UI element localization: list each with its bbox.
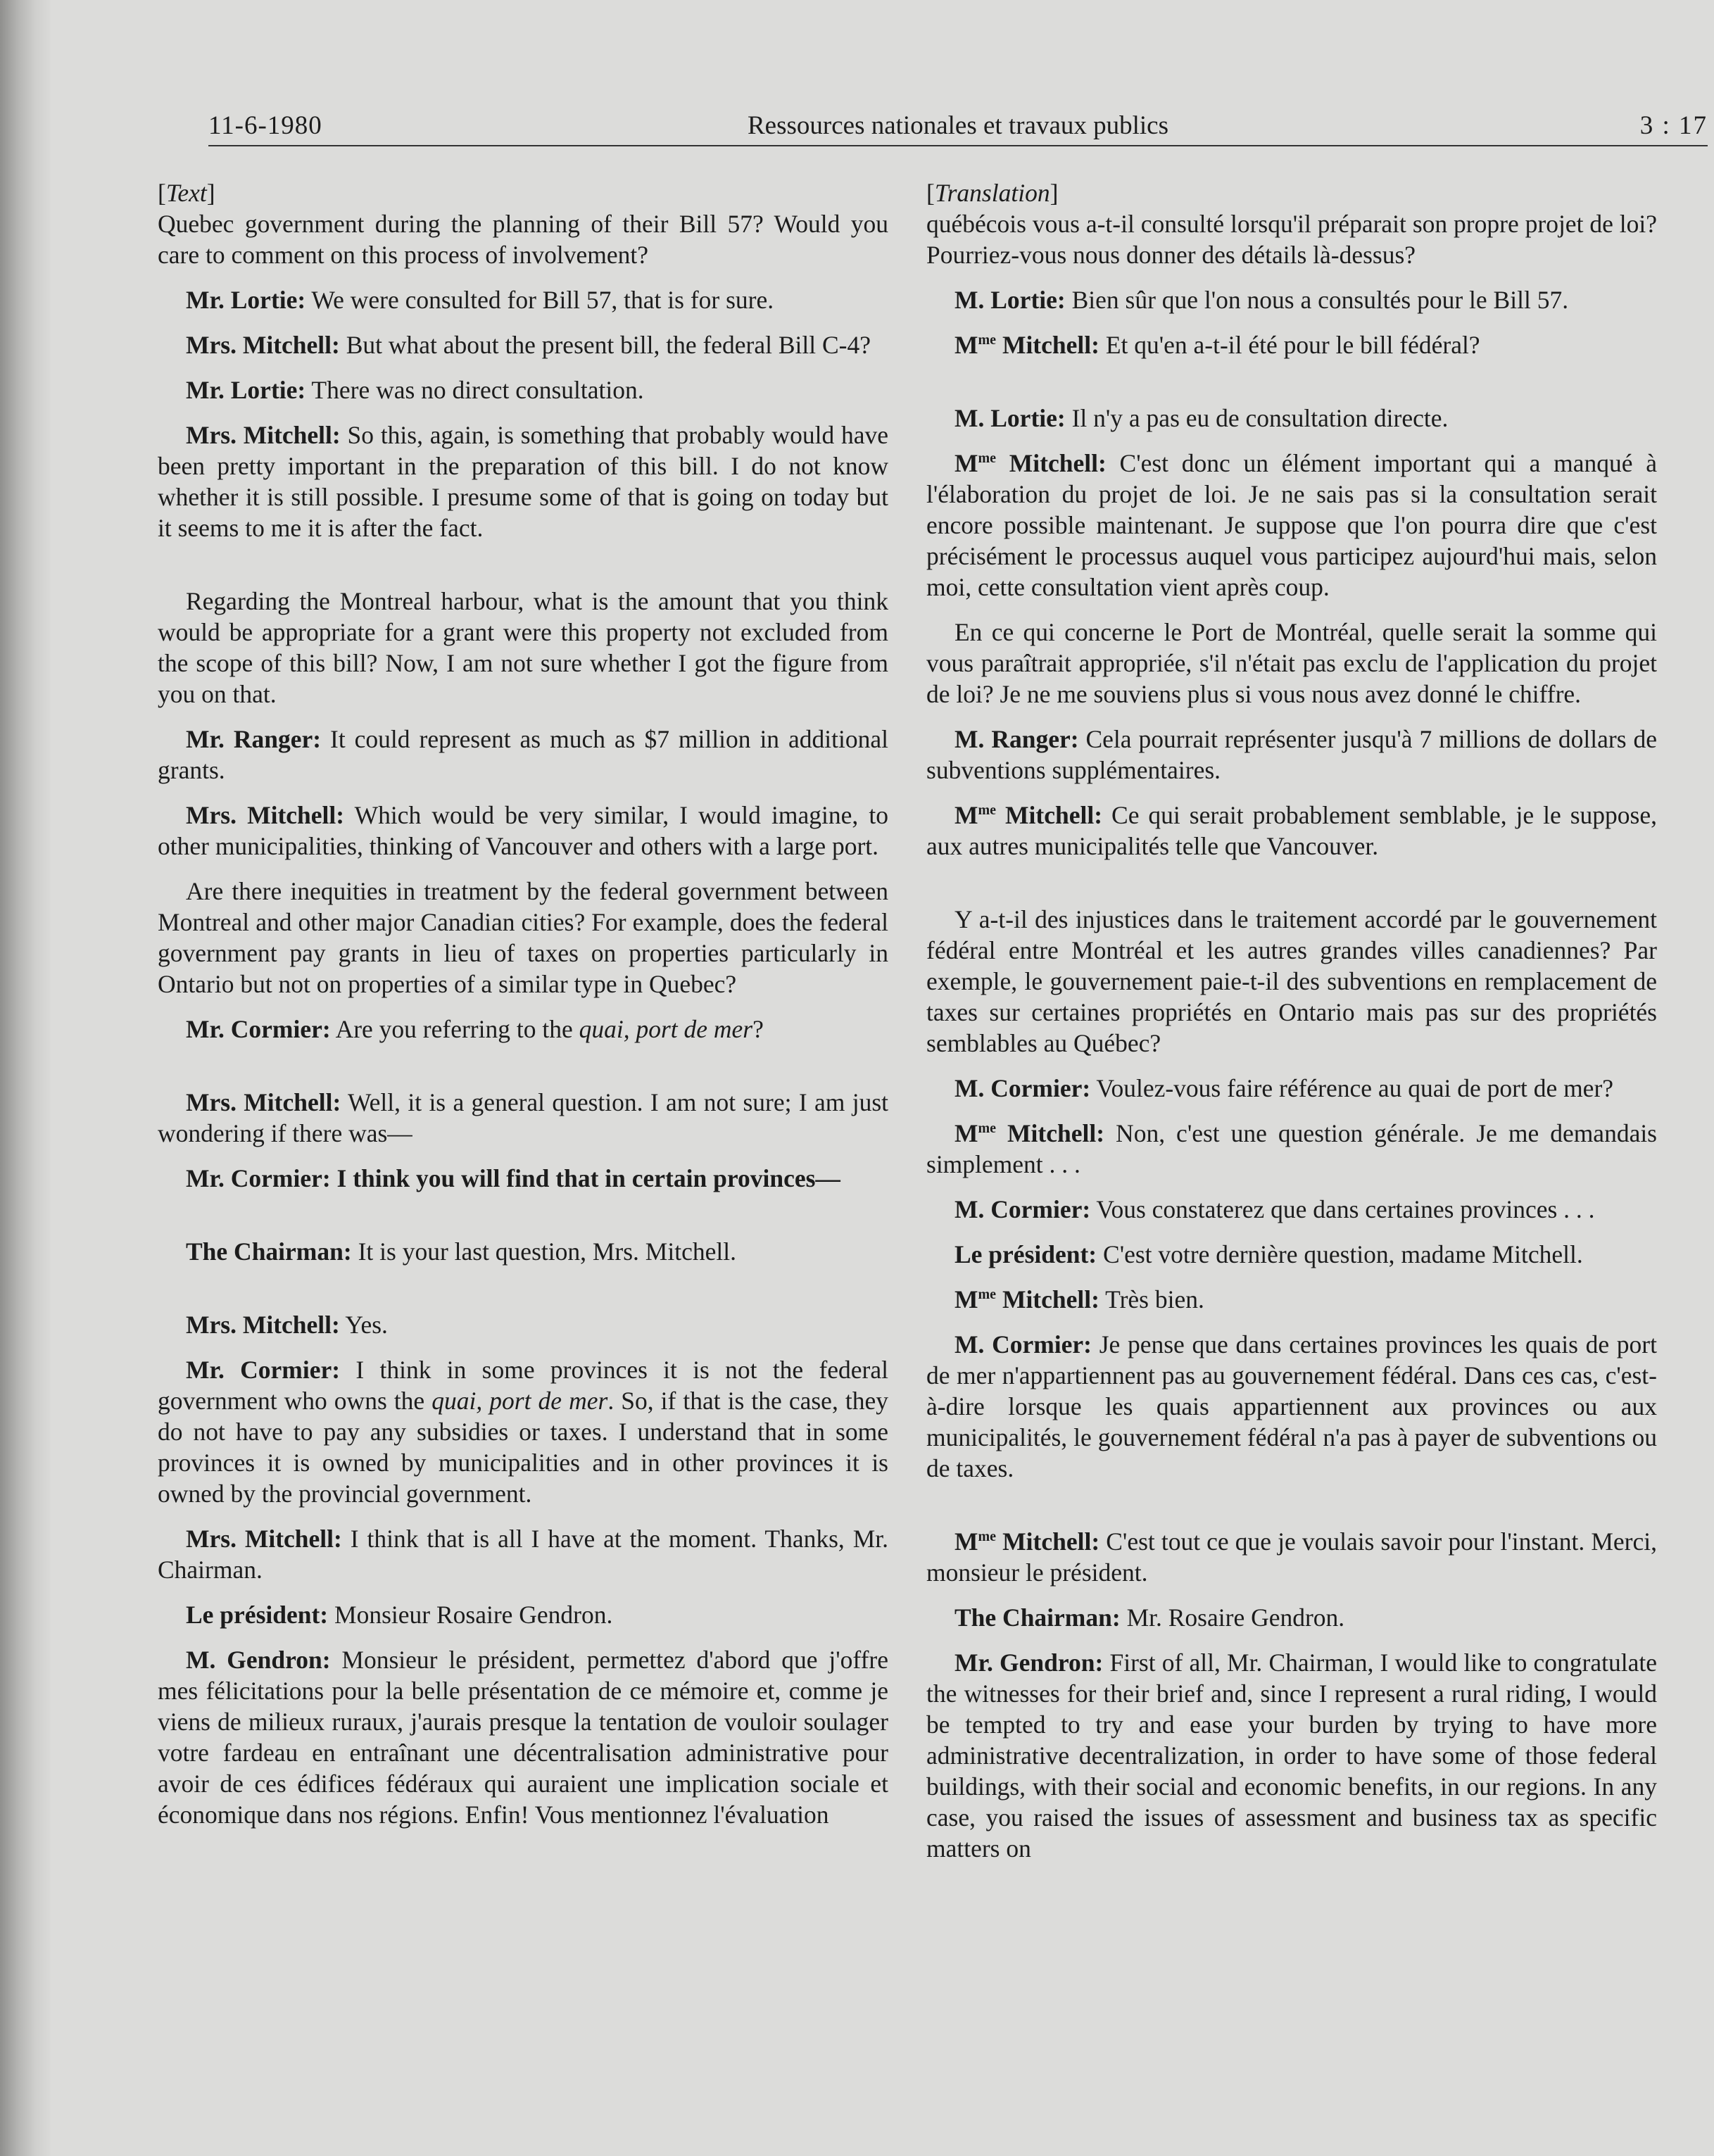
speaker-name: Mr. Lortie: bbox=[186, 286, 306, 314]
paragraph: québécois vous a-t-il consulté lorsqu'il préparait son propre projet de loi? Pourriez-vous nous donner des détails là-dessus? bbox=[926, 210, 1657, 269]
speech-paragraph: M. Gendron: Monsieur le président, permettez d'abord que j'offre mes félicitations pour la belle présentation de ce mémoire et, comme je viens de milieux ruraux, j'aurais presque la tentation de vouloir soulager votre fardeau en entraînant une décentralisation administrative pour avoir de ces édifices fédéraux qui auraient une implication sociale et économique dans nos régions. Enfin! Vous mentionnez l'évaluation bbox=[158, 1646, 888, 1829]
speaker-name: $M^{me}$ Mitchell: bbox=[954, 331, 1099, 359]
speaker-name: Mr. Cormier: bbox=[186, 1164, 331, 1192]
speaker-name: Le président: bbox=[954, 1240, 1097, 1268]
speech-paragraph: Mr. Cormier: I think in some provinces it is not the federal government who owns the quai, port de mer. So, if that is the case, they do not have to pay any subsidies or taxes. I understand that in some provinces it is owned by municipalities and in other provinces it is owned by the provincial government. bbox=[158, 1356, 888, 1508]
page-header bbox=[208, 103, 1708, 146]
speech-paragraph: Mrs. Mitchell: I think that is all I have at the moment. Thanks, Mr. Chairman. bbox=[158, 1525, 888, 1584]
speech-paragraph: M. Ranger: Cela pourrait représenter jusqu'à 7 millions de dollars de subventions supplémentaires. bbox=[926, 725, 1657, 784]
speaker-name: Mr. Ranger: bbox=[186, 725, 322, 753]
speaker-name: M. Cormier: bbox=[954, 1195, 1091, 1223]
speech-paragraph: Mrs. Mitchell: Yes. bbox=[186, 1311, 388, 1339]
speaker-name: Mr. Cormier: bbox=[186, 1356, 341, 1384]
speaker-name: Mrs. Mitchell: bbox=[186, 1311, 340, 1339]
speech-paragraph: Le président: C'est votre dernière question, madame Mitchell. bbox=[954, 1240, 1583, 1268]
speech-paragraph: $M^{me}$ Mitchell: C'est tout ce que je voulais savoir pour l'instant. Merci, monsieur le président. bbox=[926, 1527, 1657, 1587]
speech-paragraph: Le président: Monsieur Rosaire Gendron. bbox=[186, 1601, 613, 1629]
speech-paragraph: M. Cormier: Vous constaterez que dans certaines provinces . . . bbox=[954, 1195, 1595, 1223]
speech-paragraph: M. Lortie: Bien sûr que l'on nous a consultés pour le Bill 57. bbox=[954, 286, 1569, 314]
speaker-name: $M^{me}$ Mitchell: bbox=[954, 449, 1107, 477]
speech-paragraph: Mrs. Mitchell: But what about the present bill, the federal Bill C-4? bbox=[186, 331, 871, 359]
speaker-name: Mrs. Mitchell: bbox=[186, 1088, 341, 1116]
speaker-name: Mr. Gendron: bbox=[954, 1648, 1104, 1677]
speaker-name: M. Cormier: bbox=[954, 1330, 1092, 1358]
speech-paragraph: $M^{me}$ Mitchell: Et qu'en a-t-il été pour le bill fédéral? bbox=[954, 331, 1480, 359]
header-date: 11-6-1980 bbox=[208, 111, 322, 140]
left-column bbox=[158, 177, 888, 1844]
speech-paragraph: M. Cormier: Je pense que dans certaines provinces les quais de port de mer n'appartiennent pas au gouvernement fédéral. Dans ces cas, c'est-à-dire lorsque les quais appartiennent aux provinces ou aux municipalités, le gouvernement fédéral n'a pas à payer de subventions ou de taxes. bbox=[926, 1330, 1657, 1482]
speech-paragraph: Mrs. Mitchell: Well, it is a general question. I am not sure; I am just wondering if there was— bbox=[158, 1088, 888, 1147]
speaker-name: M. Lortie: bbox=[954, 404, 1066, 432]
speaker-name: Mrs. Mitchell: bbox=[186, 1525, 342, 1553]
speaker-name: $M^{me}$ Mitchell: bbox=[954, 1285, 1099, 1313]
speaker-name: M. Lortie: bbox=[954, 286, 1066, 314]
speech-paragraph: M. Cormier: Voulez-vous faire référence au quai de port de mer? bbox=[954, 1074, 1614, 1102]
header-page-number: 3 : 17 bbox=[1639, 111, 1708, 140]
paragraph: Are there inequities in treatment by the federal government between Montreal and other major Canadian cities? For example, does the federal government pay grants in lieu of taxes on properties particularly in Ontario but not on properties of a similar type in Quebec? bbox=[158, 877, 888, 998]
speech-paragraph: Mr. Gendron: First of all, Mr. Chairman, I would like to congratulate the witnesses for their brief and, since I represent a rural riding, I would be tempted to try and ease your burden by trying to have more administrative decentralization, in order to have some of those federal buildings, with their social and economic benefits, in our regions. In any case, you raised the issues of assessment and business tax as specific matters on bbox=[926, 1648, 1657, 1862]
paragraph: En ce qui concerne le Port de Montréal, quelle serait la somme qui vous paraîtrait appropriée, s'il n'était pas exclu de l'application du projet de loi? Je ne me souviens plus si vous nous avez donné le chiffre. bbox=[926, 618, 1657, 708]
speaker-name: Mr. Lortie: bbox=[186, 376, 306, 404]
paragraph: Y a-t-il des injustices dans le traitement accordé par le gouvernement fédéral entre Montréal et les autres grandes villes canadiennes? Par exemple, le gouvernement paie-t-il des subventions en remplacement de taxes sur certaines propriétés en Ontario mais pas sur des propriétés semblables au Québec? bbox=[926, 905, 1657, 1057]
speaker-name: M. Ranger: bbox=[954, 725, 1079, 753]
book-spine-shadow bbox=[0, 0, 51, 2156]
language-tag: [Text] bbox=[158, 179, 215, 207]
speech-paragraph: $M^{me}$ Mitchell: Non, c'est une question générale. Je me demandais simplement . . . bbox=[926, 1119, 1657, 1178]
speaker-name: Mr. Cormier: bbox=[186, 1015, 331, 1043]
speech-paragraph: $M^{me}$ Mitchell: Très bien. bbox=[954, 1285, 1204, 1313]
speaker-name: $M^{me}$ Mitchell: bbox=[954, 1119, 1105, 1147]
speech-paragraph: Mrs. Mitchell: So this, again, is something that probably would have been pretty important in the preparation of this bill. I do not know whether it is still possible. I presume some of that is going on today but it seems to me it is after the fact. bbox=[158, 421, 889, 542]
speaker-name: M. Gendron: bbox=[186, 1646, 331, 1674]
paragraph: Quebec government during the planning of their Bill 57? Would you care to comment on this process of involvement? bbox=[158, 210, 888, 269]
right-column bbox=[926, 177, 1657, 1878]
speech-paragraph: Mr. Lortie: We were consulted for Bill 57, that is for sure. bbox=[186, 286, 774, 314]
speech-paragraph: Mr. Ranger: It could represent as much as $7 million in additional grants. bbox=[158, 725, 888, 784]
speech-paragraph: M. Lortie: Il n'y a pas eu de consultation directe. bbox=[954, 404, 1449, 432]
speaker-name: The Chairman: bbox=[186, 1237, 352, 1266]
header-title: Ressources nationales et travaux publics bbox=[748, 111, 1168, 140]
speaker-name: Mrs. Mitchell: bbox=[186, 801, 345, 829]
speech-paragraph: Mr. Cormier: I think you will find that in certain provinces— bbox=[186, 1164, 840, 1192]
speech-paragraph: The Chairman: It is your last question, Mrs. Mitchell. bbox=[186, 1237, 736, 1266]
speech-paragraph: $M^{me}$ Mitchell: Ce qui serait probablement semblable, je le suppose, aux autres municipalités telle que Vancouver. bbox=[926, 801, 1658, 860]
speaker-name: The Chairman: bbox=[954, 1603, 1121, 1632]
paragraph: Regarding the Montreal harbour, what is the amount that you think would be appropriate for a grant were this property not excluded from the scope of this bill? Now, I am not sure whether I got the figure from you on that. bbox=[158, 587, 888, 708]
speech-paragraph: $M^{me}$ Mitchell: C'est donc un élément important qui a manqué à l'élaboration du projet de loi. Je ne sais pas si la consultation serait encore possible maintenant. Je suppose que l'on pourra dire que c'est précisément le processus auquel vous participez aujourd'hui mais, selon moi, cette consultation vient après coup. bbox=[926, 449, 1657, 601]
language-tag: [Translation] bbox=[926, 179, 1059, 207]
speaker-name: $M^{me}$ Mitchell: bbox=[954, 1527, 1100, 1556]
speech-paragraph: The Chairman: Mr. Rosaire Gendron. bbox=[954, 1603, 1345, 1632]
speaker-name: Mrs. Mitchell: bbox=[186, 331, 340, 359]
speaker-name: M. Cormier: bbox=[954, 1074, 1091, 1102]
speech-paragraph: Mr. Lortie: There was no direct consultation. bbox=[186, 376, 644, 404]
speaker-name: $M^{me}$ Mitchell: bbox=[954, 801, 1103, 829]
speaker-name: Mrs. Mitchell: bbox=[186, 421, 341, 449]
speaker-name: Le président: bbox=[186, 1601, 329, 1629]
speech-paragraph: Mrs. Mitchell: Which would be very similar, I would imagine, to other municipalities, thinking of Vancouver and others with a large port. bbox=[158, 801, 888, 860]
speech-paragraph: Mr. Cormier: Are you referring to the quai, port de mer? bbox=[186, 1015, 764, 1043]
